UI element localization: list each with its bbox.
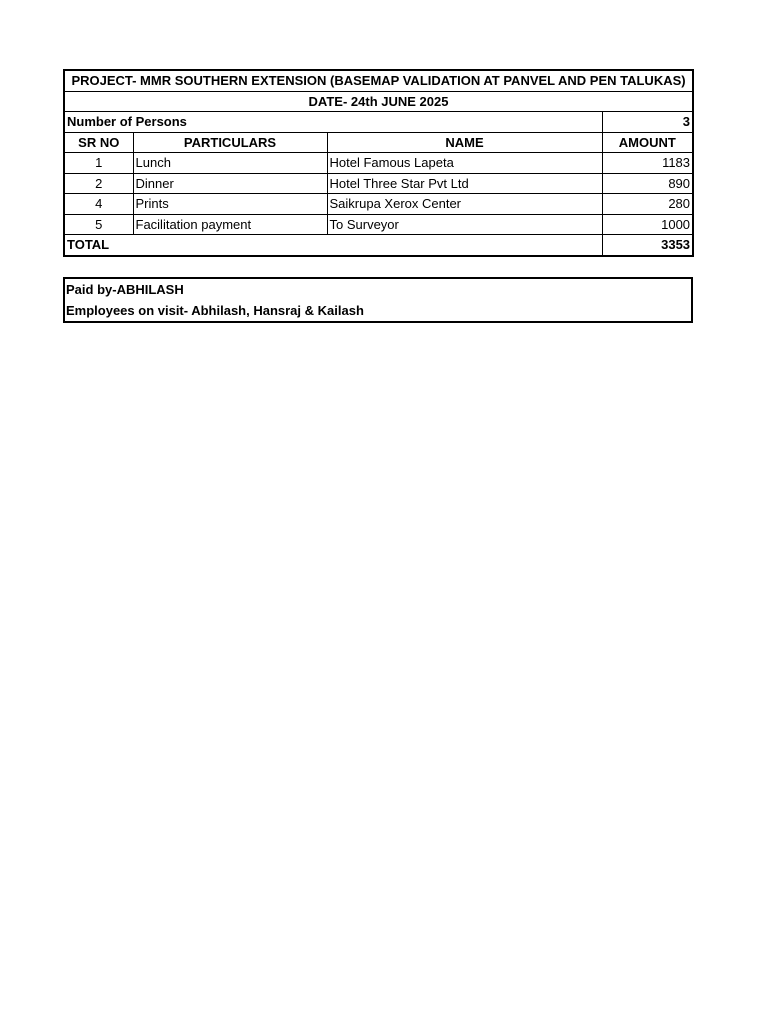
table-row	[64, 214, 693, 235]
expense-sheet	[63, 69, 692, 323]
row-name: Saikrupa Xerox Center	[327, 194, 602, 215]
row-particulars: Facilitation payment	[133, 214, 327, 235]
row-sr-no: 2	[64, 173, 133, 194]
col-header-amount: AMOUNT	[602, 132, 693, 153]
row-amount: 280	[602, 194, 693, 215]
row-particulars: Prints	[133, 194, 327, 215]
row-name: Hotel Three Star Pvt Ltd	[327, 173, 602, 194]
total-row	[64, 235, 693, 256]
persons-label: Number of Persons	[64, 112, 602, 133]
row-sr-no: 1	[64, 153, 133, 174]
notes-box	[63, 277, 693, 323]
project-title-row	[64, 70, 693, 91]
col-header-sr-no: SR NO	[64, 132, 133, 153]
col-header-name: NAME	[327, 132, 602, 153]
persons-count: 3	[602, 112, 693, 133]
paid-by-note: Paid by-ABHILASH	[66, 281, 184, 297]
row-amount: 1183	[602, 153, 693, 174]
row-sr-no: 5	[64, 214, 133, 235]
col-header-particulars: PARTICULARS	[133, 132, 327, 153]
project-title: PROJECT- MMR SOUTHERN EXTENSION (BASEMAP VALIDATION AT PANVEL AND PEN TALUKAS)	[64, 70, 693, 91]
column-header-row	[64, 132, 693, 153]
row-amount: 1000	[602, 214, 693, 235]
total-label: TOTAL	[64, 235, 602, 256]
table-row	[64, 194, 693, 215]
row-name: Hotel Famous Lapeta	[327, 153, 602, 174]
row-particulars: Lunch	[133, 153, 327, 174]
row-particulars: Dinner	[133, 173, 327, 194]
date-row	[64, 91, 693, 112]
table-row	[64, 173, 693, 194]
persons-row	[64, 112, 693, 133]
employees-note: Employees on visit- Abhilash, Hansraj & Kailash	[66, 302, 364, 318]
table-row	[64, 153, 693, 174]
row-name: To Surveyor	[327, 214, 602, 235]
report-date: DATE- 24th JUNE 2025	[64, 91, 693, 112]
expense-table	[63, 69, 694, 257]
row-sr-no: 4	[64, 194, 133, 215]
row-amount: 890	[602, 173, 693, 194]
total-amount: 3353	[602, 235, 693, 256]
